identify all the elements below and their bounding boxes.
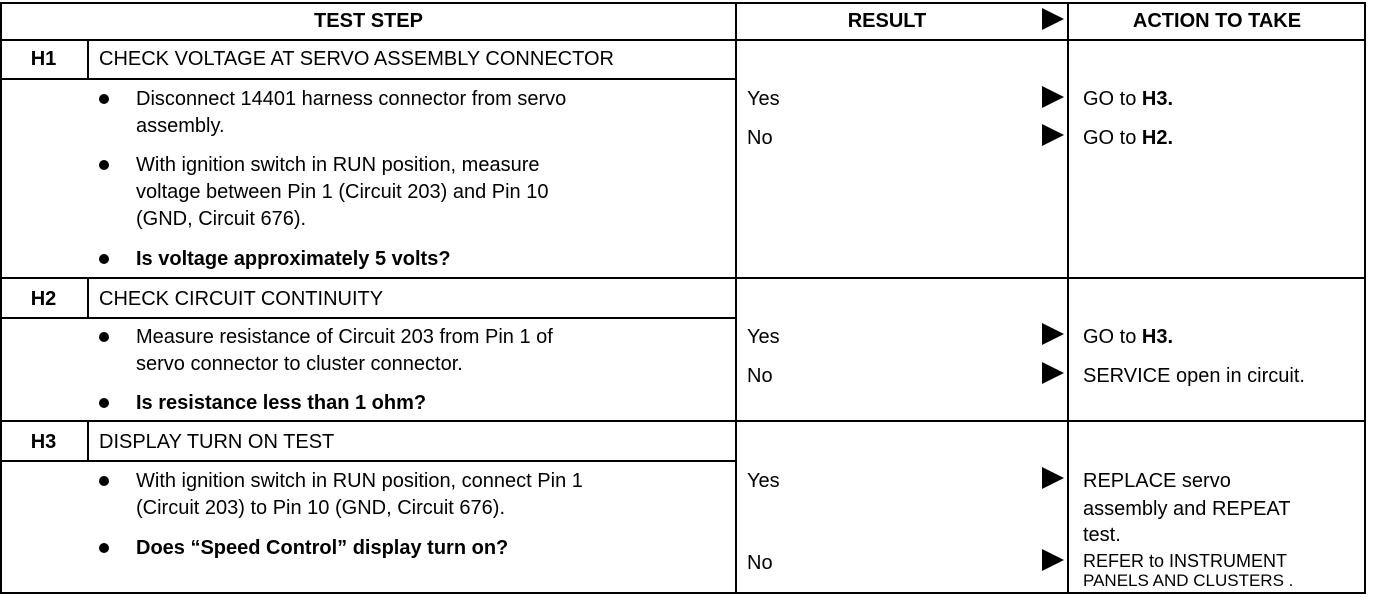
bullet-icon xyxy=(99,254,109,264)
result-h2-no: No xyxy=(747,365,773,387)
arrow-right-icon xyxy=(1042,467,1064,489)
header-test-step: TEST STEP xyxy=(314,10,423,32)
rule-right xyxy=(1364,2,1366,594)
action-h2-yes: GO to H3. xyxy=(1083,326,1174,348)
result-h3-yes: Yes xyxy=(747,470,780,492)
step-id-h1: H1 xyxy=(30,48,57,70)
step-h1-bullet-1-line-1: Disconnect 14401 harness connector from servo xyxy=(136,88,567,110)
step-h2-bullet-1-line-1: Measure resistance of Circuit 203 from Pin 1 of xyxy=(136,326,553,348)
step-h3-bullet-1-line-1: With ignition switch in RUN position, connect Pin 1 xyxy=(136,470,583,492)
rule-h3-title xyxy=(0,460,737,462)
result-h3-no: No xyxy=(747,552,773,574)
result-h1-no: No xyxy=(747,127,773,149)
step-title-h3: DISPLAY TURN ON TEST xyxy=(99,431,335,453)
step-h2-question: Is resistance less than 1 ohm? xyxy=(136,392,427,414)
action-h1-yes: GO to H3. xyxy=(1083,88,1174,110)
step-h2-bullet-1-line-2: servo connector to cluster connector. xyxy=(136,353,463,375)
rule-top xyxy=(0,2,1366,4)
rule-header-bottom xyxy=(0,39,1366,41)
header-action: ACTION TO TAKE xyxy=(1132,10,1302,32)
action-h3-yes-line-1: REPLACE servo xyxy=(1083,470,1231,492)
arrow-right-icon xyxy=(1042,124,1064,146)
action-h3-no-line-2: PANELS AND CLUSTERS . xyxy=(1083,571,1294,590)
action-h3-no-line-1: REFER to INSTRUMENT xyxy=(1083,551,1288,571)
rule-h2-bottom xyxy=(0,420,1366,422)
step-h1-bullet-2-line-2: voltage between Pin 1 (Circuit 203) and Pin 10 xyxy=(136,181,549,203)
result-h2-yes: Yes xyxy=(747,326,780,348)
bullet-icon xyxy=(99,332,109,342)
rule-action xyxy=(1067,2,1069,594)
rule-id-h1 xyxy=(87,39,89,79)
header-result: RESULT xyxy=(847,10,927,32)
arrow-right-icon xyxy=(1042,86,1064,108)
bullet-icon xyxy=(99,398,109,408)
rule-id-h2 xyxy=(87,277,89,319)
step-h3-question: Does “Speed Control” display turn on? xyxy=(136,537,509,559)
result-h1-yes: Yes xyxy=(747,88,780,110)
arrow-right-icon xyxy=(1042,362,1064,384)
rule-bottom xyxy=(0,592,1366,594)
rule-h1-title xyxy=(0,78,737,80)
step-id-h2: H2 xyxy=(30,288,57,310)
step-h1-bullet-2-line-1: With ignition switch in RUN position, measure xyxy=(136,154,540,176)
bullet-icon xyxy=(99,543,109,553)
step-title-h1: CHECK VOLTAGE AT SERVO ASSEMBLY CONNECTOR xyxy=(99,48,614,70)
step-h1-question: Is voltage approximately 5 volts? xyxy=(136,248,451,270)
arrow-right-icon xyxy=(1042,323,1064,345)
action-h3-yes-line-2: assembly and REPEAT xyxy=(1083,498,1291,520)
step-h1-bullet-2-line-3: (GND, Circuit 676). xyxy=(136,208,307,230)
action-h2-no: SERVICE open in circuit. xyxy=(1083,365,1305,387)
action-h1-no: GO to H2. xyxy=(1083,127,1174,149)
arrow-right-icon xyxy=(1042,549,1064,571)
rule-id-h3 xyxy=(87,420,89,462)
step-title-h2: CHECK CIRCUIT CONTINUITY xyxy=(99,288,384,310)
bullet-icon xyxy=(99,94,109,104)
arrow-right-icon xyxy=(1042,8,1064,30)
step-h1-bullet-1-line-2: assembly. xyxy=(136,115,225,137)
rule-h2-title xyxy=(0,317,737,319)
bullet-icon xyxy=(99,160,109,170)
action-h3-yes-line-3: test. xyxy=(1083,524,1121,546)
step-h3-bullet-1-line-2: (Circuit 203) to Pin 10 (GND, Circuit 676). xyxy=(136,497,506,519)
rule-h1-bottom xyxy=(0,277,1366,279)
step-id-h3: H3 xyxy=(30,431,57,453)
bullet-icon xyxy=(99,476,109,486)
rule-result xyxy=(735,2,737,594)
